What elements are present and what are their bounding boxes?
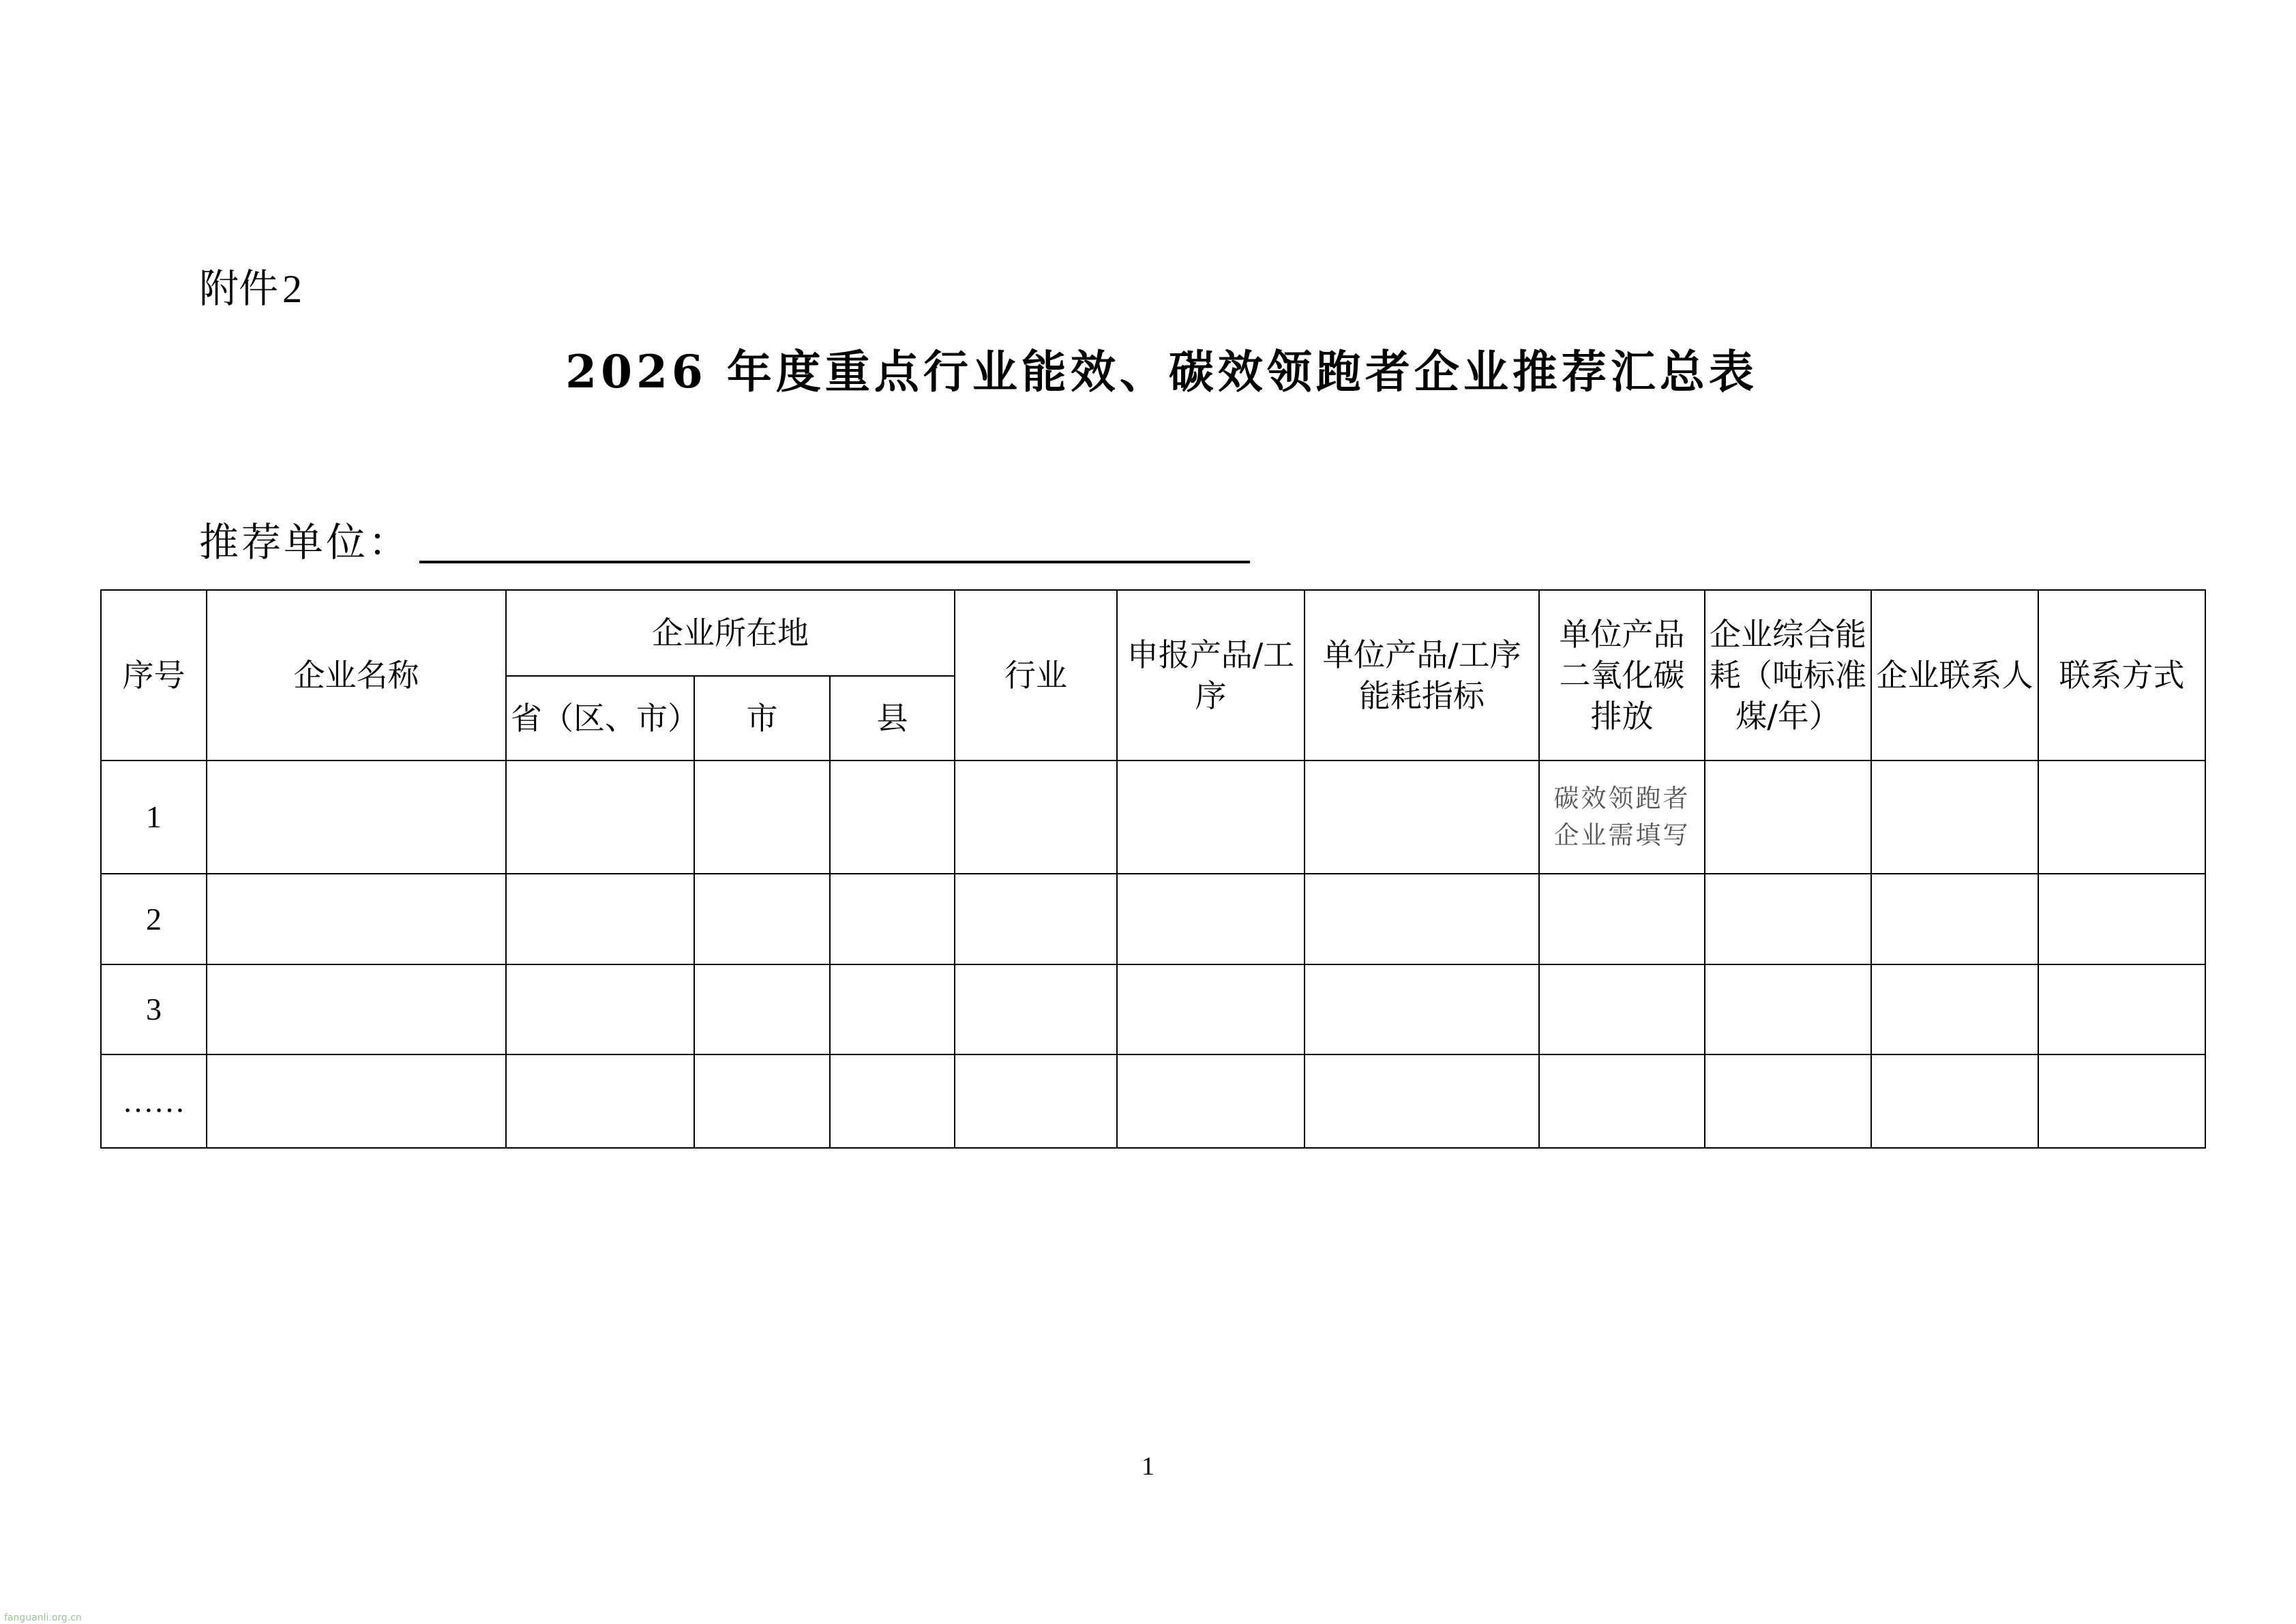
cell-product[interactable]: [1117, 964, 1304, 1054]
cell-energy-indicator[interactable]: [1304, 761, 1539, 874]
header-location: 企业所在地: [506, 590, 955, 676]
cell-province[interactable]: [506, 1054, 694, 1148]
cell-company-name[interactable]: [207, 964, 506, 1054]
cell-county[interactable]: [830, 964, 955, 1054]
header-company-name: 企业名称: [207, 590, 506, 761]
cell-industry[interactable]: [955, 761, 1117, 874]
cell-county[interactable]: [830, 761, 955, 874]
header-industry: 行业: [955, 590, 1117, 761]
cell-company-name[interactable]: [207, 1054, 506, 1148]
row-index: 3: [101, 964, 207, 1054]
cell-contact-person[interactable]: [1871, 874, 2038, 964]
header-contact-method: 联系方式: [2038, 590, 2205, 761]
cell-co2-note[interactable]: 碳效领跑者企业需填写: [1539, 761, 1705, 874]
cell-contact-method[interactable]: [2038, 964, 2205, 1054]
cell-co2-emission[interactable]: [1539, 964, 1705, 1054]
cell-industry[interactable]: [955, 964, 1117, 1054]
header-co2-emission: 单位产品二氧化碳排放: [1539, 590, 1705, 761]
recommender-label: 推荐单位：: [199, 519, 411, 565]
header-city: 市: [694, 676, 830, 761]
cell-contact-method[interactable]: [2038, 874, 2205, 964]
header-product: 申报产品/工序: [1117, 590, 1304, 761]
table-row: [101, 964, 2205, 1054]
row-index: 1: [101, 761, 207, 874]
watermark: fanguanli.org.cn: [4, 1612, 82, 1623]
cell-city[interactable]: [694, 761, 830, 874]
header-county: 县: [830, 676, 955, 761]
cell-contact-person[interactable]: [1871, 964, 2038, 1054]
cell-product[interactable]: [1117, 1054, 1304, 1148]
attachment-label: [199, 265, 302, 313]
summary-table: [100, 589, 2206, 1149]
cell-company-name[interactable]: [207, 874, 506, 964]
cell-province[interactable]: [506, 761, 694, 874]
cell-contact-method[interactable]: [2038, 761, 2205, 874]
cell-county[interactable]: [830, 874, 955, 964]
attachment-number: 2: [282, 267, 303, 311]
header-province: 省（区、市）: [506, 676, 694, 761]
table-row: [101, 1054, 2205, 1148]
cell-industry[interactable]: [955, 874, 1117, 964]
cell-energy-indicator[interactable]: [1304, 1054, 1539, 1148]
header-total-energy: 企业综合能耗（吨标准煤/年）: [1705, 590, 1871, 761]
cell-contact-method[interactable]: [2038, 1054, 2205, 1148]
cell-industry[interactable]: [955, 1054, 1117, 1148]
cell-province[interactable]: [506, 874, 694, 964]
header-index: 序号: [101, 590, 207, 761]
cell-company-name[interactable]: [207, 761, 506, 874]
header-energy-indicator: 单位产品/工序能耗指标: [1304, 590, 1539, 761]
document-title: 2026 年度重点行业能效、碳效领跑者企业推荐汇总表: [565, 345, 1758, 398]
cell-product[interactable]: [1117, 874, 1304, 964]
cell-energy-indicator[interactable]: [1304, 874, 1539, 964]
cell-city[interactable]: [694, 964, 830, 1054]
cell-co2-emission[interactable]: [1539, 874, 1705, 964]
cell-energy-indicator[interactable]: [1304, 964, 1539, 1054]
cell-province[interactable]: [506, 964, 694, 1054]
table-row: [101, 761, 2205, 874]
cell-total-energy[interactable]: [1705, 874, 1871, 964]
cell-total-energy[interactable]: [1705, 761, 1871, 874]
row-index: 2: [101, 874, 207, 964]
cell-total-energy[interactable]: [1705, 1054, 1871, 1148]
page-number: 1: [1142, 1452, 1154, 1481]
header-contact-person: 企业联系人: [1871, 590, 2038, 761]
table-row: [101, 874, 2205, 964]
attachment-text: 附件: [199, 265, 279, 312]
cell-contact-person[interactable]: [1871, 1054, 2038, 1148]
cell-contact-person[interactable]: [1871, 761, 2038, 874]
row-index: ……: [101, 1054, 207, 1148]
cell-county[interactable]: [830, 1054, 955, 1148]
cell-city[interactable]: [694, 1054, 830, 1148]
cell-total-energy[interactable]: [1705, 964, 1871, 1054]
cell-city[interactable]: [694, 874, 830, 964]
cell-co2-emission[interactable]: [1539, 1054, 1705, 1148]
recommender-fill-line[interactable]: [419, 561, 1250, 563]
cell-product[interactable]: [1117, 761, 1304, 874]
